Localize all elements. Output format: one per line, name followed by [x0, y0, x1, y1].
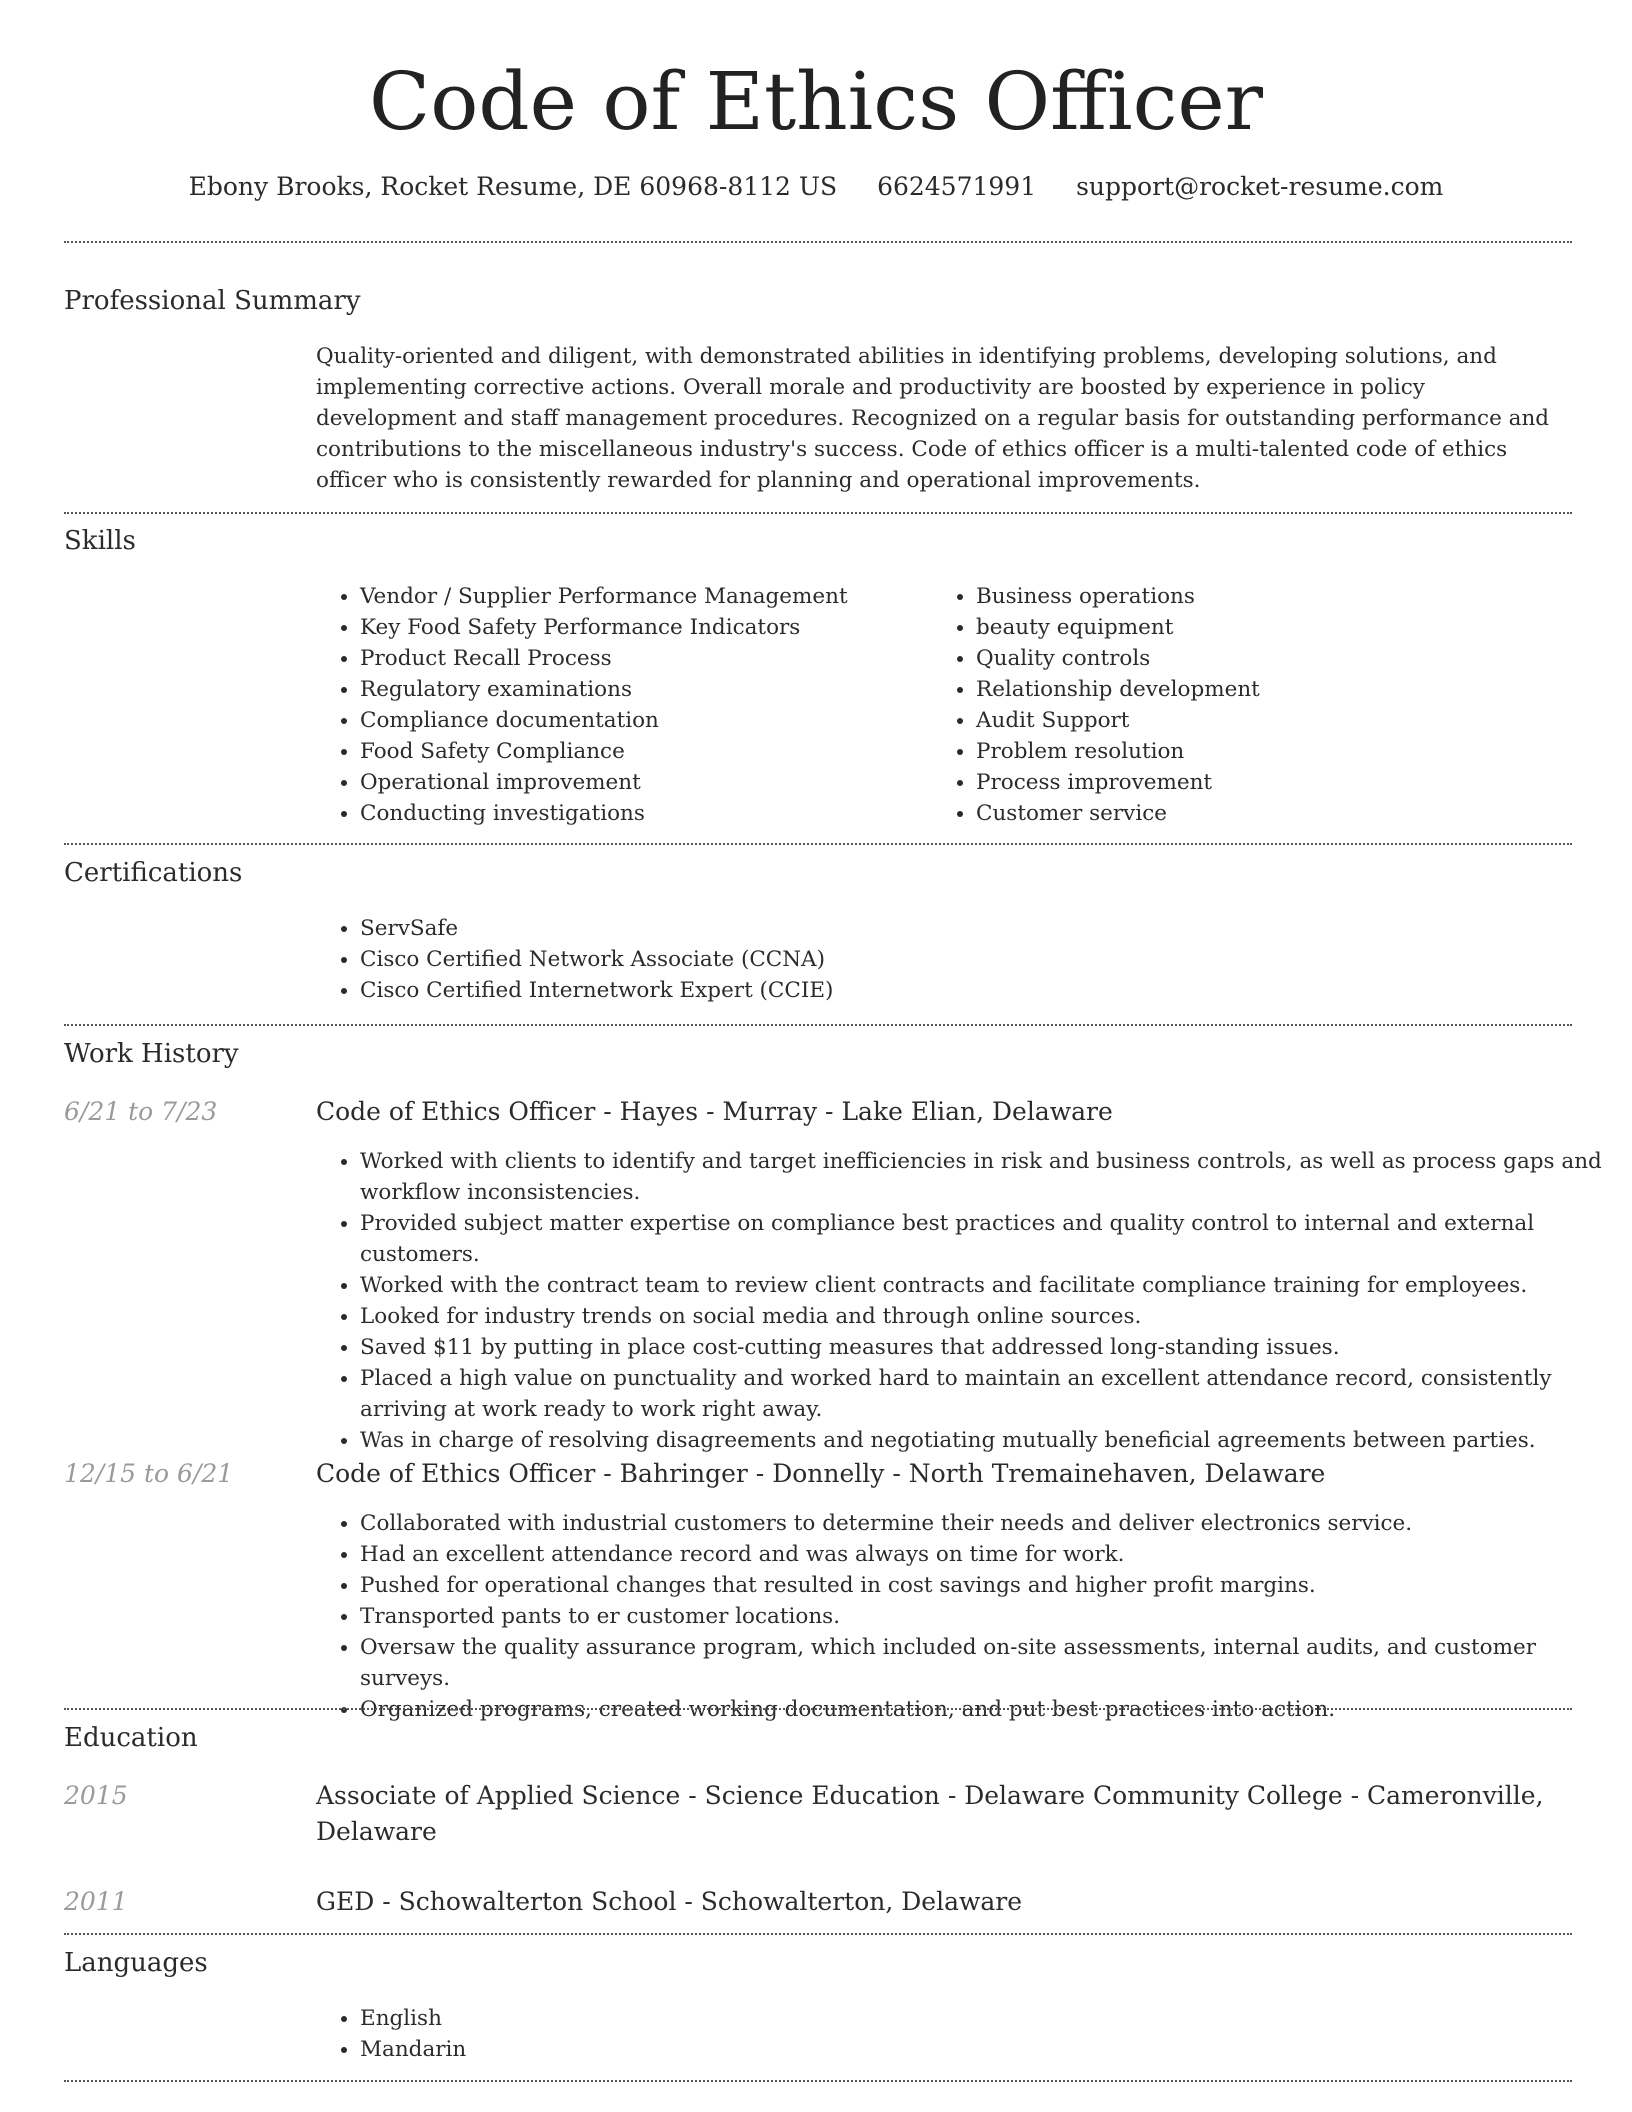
section-title-languages: Languages	[64, 1948, 208, 1978]
education-entry: Associate of Applied Science - Science Education - Delaware Community College - Cameronville, Delaware	[316, 1781, 1544, 1846]
skill-item: • Food Safety Compliance	[360, 736, 920, 767]
language-item: • Mandarin	[360, 2034, 1616, 2065]
contact-address: Ebony Brooks, Rocket Resume, DE 60968-8112 US	[188, 172, 838, 201]
skill-item: • Conducting investigations	[360, 798, 920, 829]
job-bullet: • Provided subject matter expertise on compliance best practices and quality control to internal and external customers.	[360, 1208, 1616, 1270]
skill-item: • beauty equipment	[976, 612, 1576, 643]
skills-list-left	[316, 581, 920, 829]
skills-list-right	[932, 581, 1576, 829]
summary-text: Quality-oriented and diligent, with demonstrated abilities in identifying problems, developing solutions, and implementing corrective actions. Overall morale and productivity are boosted by experience in policy development and staff management procedures. Recognized on a regular basis for outstanding performance and contributions to the miscellaneous industry's success. Code of ethics officer is a multi-talented code of ethics officer who is consistently rewarded for planning and operational improvements.	[316, 344, 1550, 493]
section-title-summary: Professional Summary	[64, 286, 361, 316]
certifications-list	[316, 913, 1616, 1006]
education-entry: GED - Schowalterton School - Schowalterton, Delaware	[316, 1887, 1023, 1916]
languages-list	[316, 2003, 1616, 2065]
skill-item: • Key Food Safety Performance Indicators	[360, 612, 920, 643]
job-bullet: • Looked for industry trends on social media and through online sources.	[360, 1301, 1616, 1332]
job-bullet: • Collaborated with industrial customers to determine their needs and deliver electronics service.	[360, 1508, 1616, 1539]
job-dates: 12/15 to 6/21	[64, 1459, 234, 1488]
job-bullets	[316, 1508, 1616, 1725]
job-heading: Code of Ethics Officer - Hayes - Murray - Lake Elian, Delaware	[316, 1097, 1113, 1126]
job-dates: 6/21 to 7/23	[64, 1097, 218, 1126]
language-item: • English	[360, 2003, 1616, 2034]
resume-title: Code of Ethics Officer	[369, 55, 1263, 148]
divider	[64, 1933, 1572, 1935]
skill-item: • Problem resolution	[976, 736, 1576, 767]
contact-email: support@rocket-resume.com	[1076, 172, 1444, 201]
divider	[64, 843, 1572, 845]
contact-phone: 6624571991	[877, 172, 1037, 201]
job-bullet: • Had an excellent attendance record and was always on time for work.	[360, 1539, 1616, 1570]
job-bullet: • Worked with clients to identify and target inefficiencies in risk and business controls, as well as process gaps and workflow inconsistencies.	[360, 1146, 1616, 1208]
skill-item: • Process improvement	[976, 767, 1576, 798]
certification-item: • Cisco Certified Network Associate (CCNA)	[360, 944, 1616, 975]
skill-item: • Product Recall Process	[360, 643, 920, 674]
skill-item: • Compliance documentation	[360, 705, 920, 736]
job-bullet: • Transported pants to er customer locations.	[360, 1601, 1616, 1632]
education-year: 2015	[64, 1781, 128, 1810]
skill-item: • Relationship development	[976, 674, 1576, 705]
section-title-education: Education	[64, 1723, 198, 1753]
job-bullet: • Saved $11 by putting in place cost-cutting measures that addressed long-standing issues.	[360, 1332, 1616, 1363]
skill-item: • Quality controls	[976, 643, 1576, 674]
job-bullet: • Placed a high value on punctuality and worked hard to maintain an excellent attendance record, consistently arriving at work ready to work right away.	[360, 1363, 1616, 1425]
divider	[64, 241, 1572, 243]
skill-item: • Operational improvement	[360, 767, 920, 798]
job-bullet: • Was in charge of resolving disagreements and negotiating mutually beneficial agreements between parties.	[360, 1425, 1616, 1456]
divider	[64, 1708, 1572, 1710]
job-heading: Code of Ethics Officer - Bahringer - Donnelly - North Tremainehaven, Delaware	[316, 1459, 1326, 1488]
job-bullets	[316, 1146, 1616, 1456]
skill-item: • Audit Support	[976, 705, 1576, 736]
divider	[64, 2080, 1572, 2082]
job-bullet: • Organized programs, created working documentation, and put best practices into action.	[360, 1694, 1616, 1725]
contact-line	[0, 170, 1632, 204]
section-title-skills: Skills	[64, 526, 136, 556]
section-title-work-history: Work History	[64, 1039, 239, 1069]
section-title-certifications: Certifications	[64, 858, 243, 888]
skill-item: • Customer service	[976, 798, 1576, 829]
certification-item: • ServSafe	[360, 913, 1616, 944]
job-bullet: • Oversaw the quality assurance program, which included on-site assessments, internal audits, and customer surveys.	[360, 1632, 1616, 1694]
divider	[64, 512, 1572, 514]
certification-item: • Cisco Certified Internetwork Expert (CCIE)	[360, 975, 1616, 1006]
divider	[64, 1024, 1572, 1026]
skill-item: • Regulatory examinations	[360, 674, 920, 705]
job-bullet: • Pushed for operational changes that resulted in cost savings and higher profit margins.	[360, 1570, 1616, 1601]
education-year: 2011	[64, 1887, 128, 1916]
skill-item: • Business operations	[976, 581, 1576, 612]
skill-item: • Vendor / Supplier Performance Management	[360, 581, 920, 612]
job-bullet: • Worked with the contract team to review client contracts and facilitate compliance training for employees.	[360, 1270, 1616, 1301]
